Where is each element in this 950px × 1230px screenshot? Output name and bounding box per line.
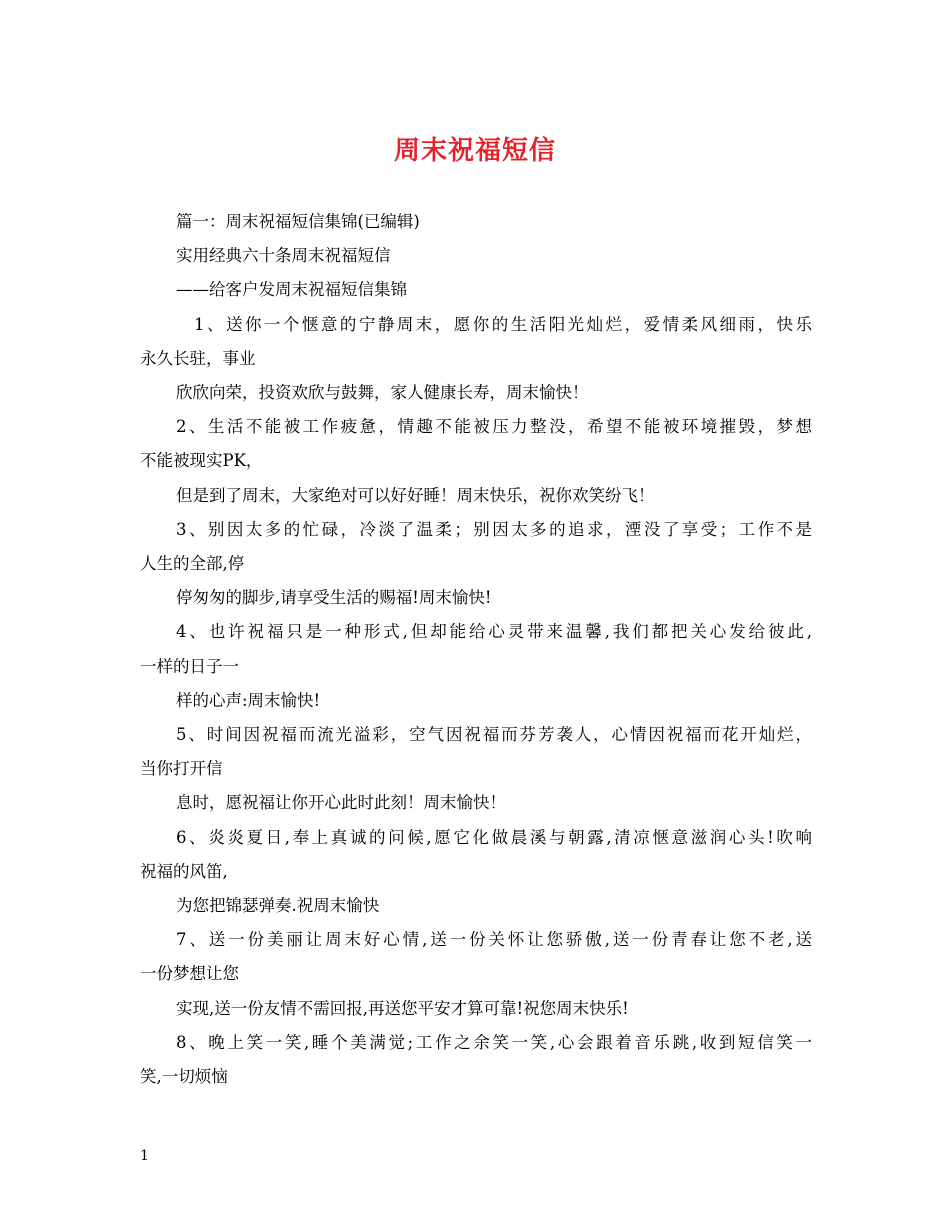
text-line: 5、时间因祝福而流光溢彩，空气因祝福而芬芳袭人，心情因祝福而花开灿烂， xyxy=(176,725,812,745)
document-title: 周末祝福短信 xyxy=(393,136,556,166)
text-line: 息时，愿祝福让你开心此时此刻！周末愉快！ xyxy=(176,793,506,813)
text-line: 3、别因太多的忙碌，冷淡了温柔；别因太多的追求，湮没了享受；工作不是 xyxy=(176,519,812,539)
text-line: 篇一：周末祝福短信集锦(已编辑) xyxy=(176,212,420,231)
text-line: 当你打开信 xyxy=(140,759,223,779)
text-line: 不能被现实PK， xyxy=(140,451,263,471)
text-line: 停匆匆的脚步,请享受生活的赐福!周末愉快! xyxy=(176,588,492,608)
text-line: 1、送你一个惬意的宁静周末，愿你的生活阳光灿烂，爱情柔风细雨，快乐 xyxy=(194,314,812,334)
text-line: 2、生活不能被工作疲惫，情趣不能被压力整没，希望不能被环境摧毁，梦想 xyxy=(176,417,812,437)
text-line: ——给客户发周末祝福短信集锦 xyxy=(176,280,407,300)
text-line: 一份梦想让您 xyxy=(140,964,239,984)
document-body xyxy=(140,205,812,1094)
page-number: 1 xyxy=(140,1148,149,1164)
text-line: 4、也许祝福只是一种形式,但却能给心灵带来温馨,我们都把关心发给彼此, xyxy=(176,622,812,642)
text-line: 8、晚上笑一笑,睡个美满觉;工作之余笑一笑,心会跟着音乐跳,收到短信笑一 xyxy=(176,1032,812,1052)
text-line: 祝福的风笛, xyxy=(140,861,228,881)
text-line: 一样的日子一 xyxy=(140,656,239,676)
text-line: 6、炎炎夏日,奉上真诚的问候,愿它化做晨溪与朝露,清凉惬意滋润心头!吹响 xyxy=(176,827,812,847)
text-line: 样的心声:周末愉快! xyxy=(176,690,321,710)
text-line: 实现,送一份友情不需回报,再送您平安才算可靠!祝您周末快乐! xyxy=(176,998,629,1018)
text-line: 欣欣向荣，投资欢欣与鼓舞，家人健康长寿，周末愉快！ xyxy=(176,383,589,403)
text-line: 为您把锦瑟弹奏.祝周末愉快 xyxy=(176,896,380,916)
text-line: 人生的全部,停 xyxy=(140,554,245,574)
text-line: 笑,一切烦恼 xyxy=(140,1067,228,1087)
text-line: 7、送一份美丽让周末好心情,送一份关怀让您骄傲,送一份青春让您不老,送 xyxy=(176,930,812,950)
text-line: 但是到了周末，大家绝对可以好好睡！周末快乐，祝你欢笑纷飞！ xyxy=(176,485,655,505)
text-line: 实用经典六十条周末祝福短信 xyxy=(176,246,391,266)
text-line: 永久长驻，事业 xyxy=(140,348,256,368)
